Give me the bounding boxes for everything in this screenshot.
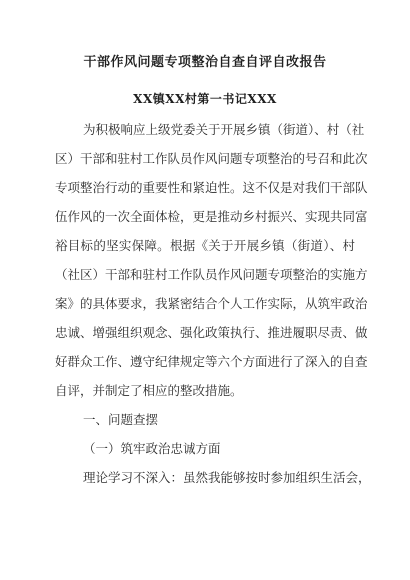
document-author-line: XX镇XX村第一书记XXX: [133, 92, 277, 106]
paragraph-line: 伍作风的一次全面体检，更是推动乡村振兴、实现共同富: [55, 209, 368, 224]
paragraph-line: 自评，并制定了相应的整改措施。: [55, 383, 243, 398]
section-heading: 一、问题查摆: [83, 412, 159, 427]
paragraph-line: 好群众工作、遵守纪律规定等六个方面进行了深入的自查: [55, 354, 368, 369]
paragraph-line: 裕目标的坚实保障。根据《关于开展乡镇（街道）、村: [55, 238, 355, 253]
paragraph-line: 区）干部和驻村工作队员作风问题专项整治的号召和此次: [55, 151, 368, 166]
paragraph-line: 理论学习不深入：虽然我能够按时参加组织生活会，: [83, 470, 371, 485]
subsection-heading: （一）筑牢政治忠诚方面: [83, 441, 221, 456]
paragraph-line: 忠诚、增强组织观念、强化政策执行、推进履职尽责、做: [55, 325, 368, 340]
document-title: 干部作风问题专项整治自查自评自改报告: [83, 55, 327, 70]
paragraph-line: 为积极响应上级党委关于开展乡镇（街道）、村（社: [83, 122, 365, 137]
paragraph-line: 专项整治行动的重要性和紧迫性。这不仅是对我们干部队: [55, 180, 368, 195]
paragraph-line: （社区）干部和驻村工作队员作风问题专项整治的实施方: [55, 267, 368, 282]
paragraph-line: 案》的具体要求，我紧密结合个人工作实际，从筑牢政治: [55, 296, 368, 311]
